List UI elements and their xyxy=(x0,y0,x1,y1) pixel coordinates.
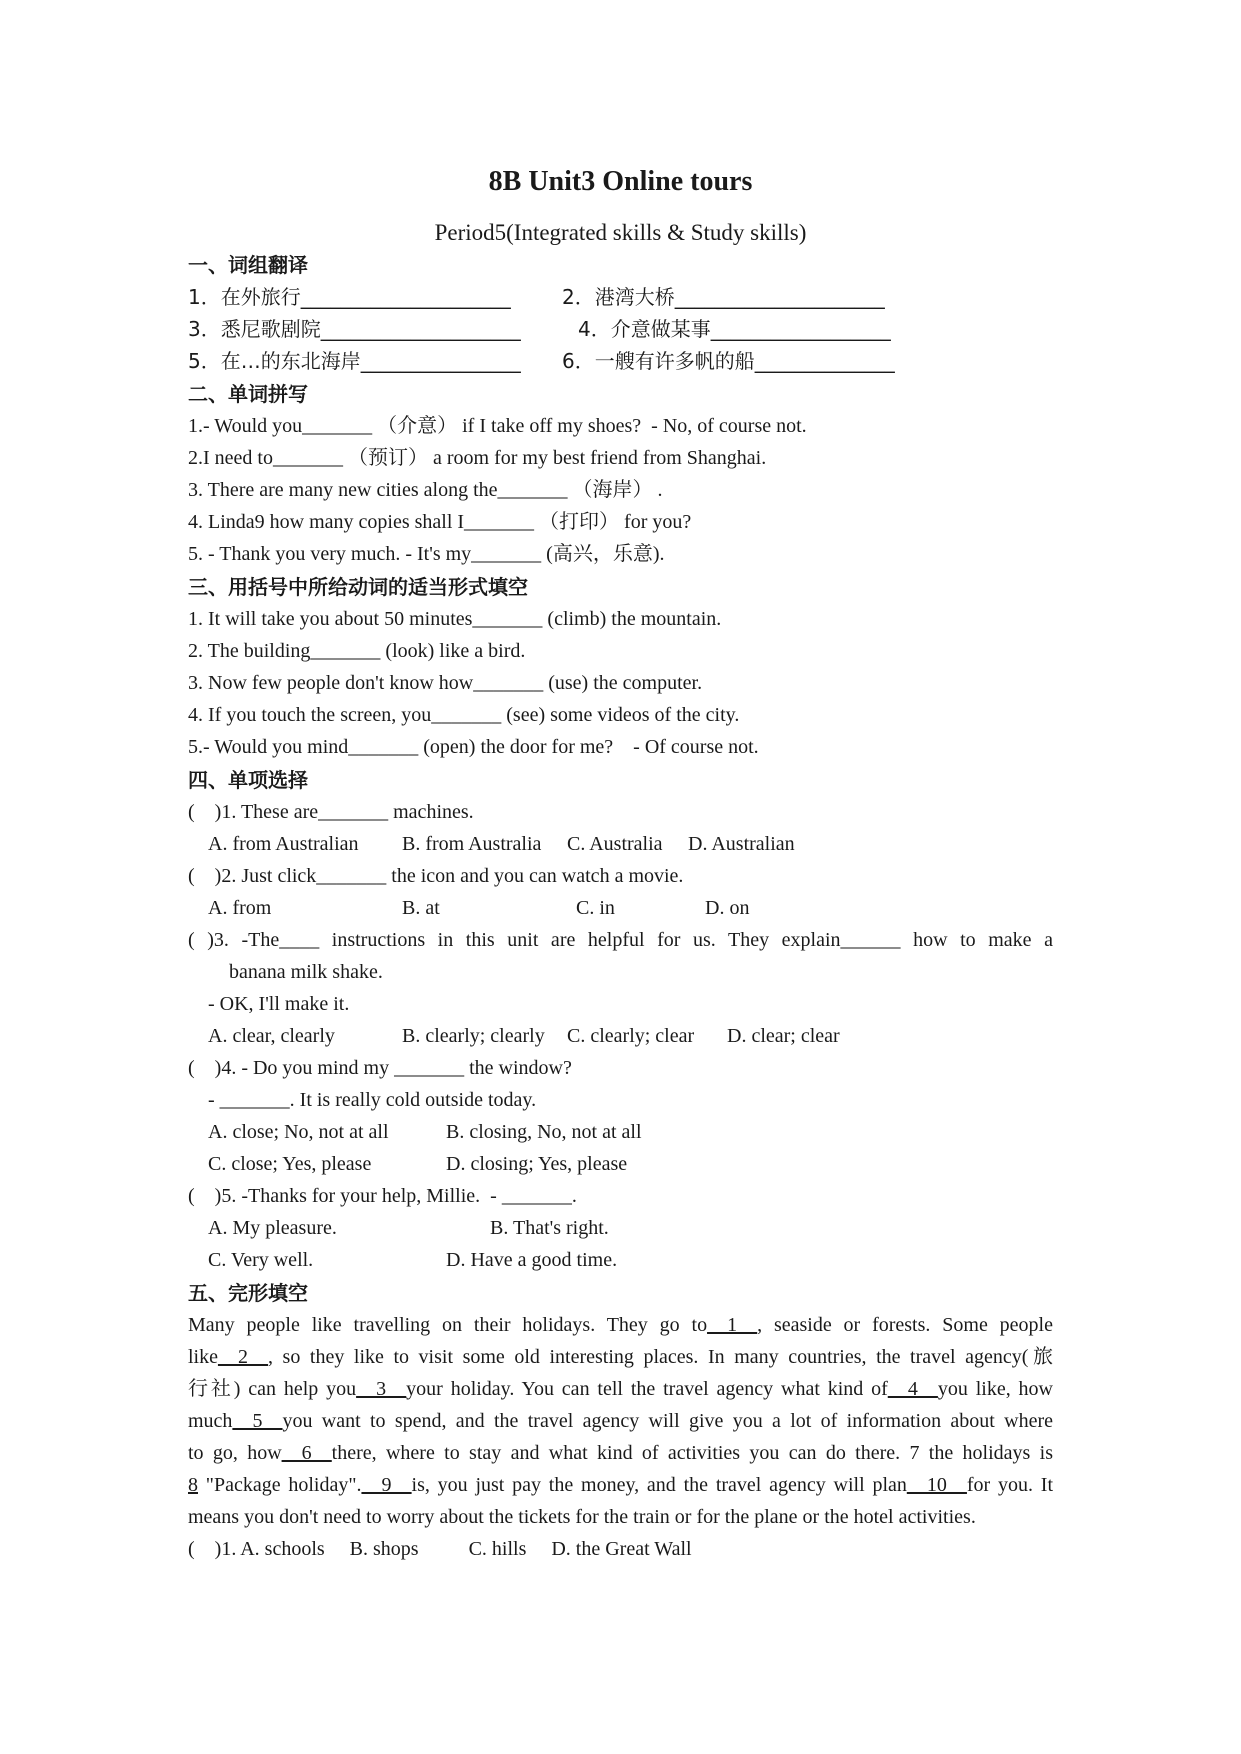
cloze-blank-8: 8 xyxy=(188,1474,198,1496)
page-title: 8B Unit3 Online tours xyxy=(488,166,753,197)
section4-heading: 四、单项选择 xyxy=(188,768,308,792)
s4-q2-opt-d: D. on xyxy=(705,897,750,919)
s4-q1-opt-d: D. Australian xyxy=(688,833,795,855)
cloze-text: you like, how xyxy=(937,1378,1054,1400)
s4-q4-line1: ( )4. - Do you mind my _______ the window? xyxy=(188,1057,572,1079)
cloze-text: much xyxy=(188,1410,233,1432)
cloze-blank-6: __6__ xyxy=(281,1442,332,1464)
s4-q5: ( )5. -Thanks for your help, Millie. - _______. xyxy=(188,1185,577,1207)
s3-item-2: 2. The building_______ (look) like a bird. xyxy=(188,640,526,662)
s3-item-5: 5.- Would you mind_______ (open) the door for me? - Of course not. xyxy=(188,736,759,758)
s4-q3-line2: banana milk shake. xyxy=(229,961,383,983)
s4-q1: ( )1. These are_______ machines. xyxy=(188,801,474,823)
cloze-text: "Package holiday". xyxy=(198,1474,362,1496)
cloze-line-7: means you don't need to worry about the tickets for the train or for the plane or the hotel activities. xyxy=(188,1506,976,1528)
s4-q1-opt-a: A. from Australian xyxy=(208,833,359,855)
s4-q1-opt-c: C. Australia xyxy=(567,833,663,855)
cloze-text: 行社) can help you xyxy=(188,1378,357,1400)
s4-q1-opt-b: B. from Australia xyxy=(402,833,542,855)
cloze-text: for you. It xyxy=(966,1474,1054,1496)
cloze-line-2 xyxy=(188,1344,1053,1370)
s2-item-5: 5. - Thank you very much. - It's my_______ (高兴，乐意). xyxy=(188,543,665,565)
s5-q1: ( )1. A. schools B. shops C. hills D. the Great Wall xyxy=(188,1538,692,1560)
s4-q2-opt-b: B. at xyxy=(402,897,440,919)
s3-item-1: 1. It will take you about 50 minutes_______ (climb) the mountain. xyxy=(188,608,722,630)
s4-q4-opt-a: A. close; No, not at all xyxy=(208,1121,389,1143)
s4-q4-line2: - _______. It is really cold outside today. xyxy=(208,1089,537,1111)
s4-q5-opt-d: D. Have a good time. xyxy=(446,1249,618,1271)
cloze-blank-4: __4__ xyxy=(887,1378,938,1400)
section3-heading: 三、用括号中所给动词的适当形式填空 xyxy=(188,575,528,599)
s4-q5-opt-c: C. Very well. xyxy=(208,1249,314,1271)
section1-heading: 一、词组翻译 xyxy=(188,253,308,277)
cloze-line-1 xyxy=(188,1312,1053,1338)
s1-item-3: 3．悉尼歌剧院____________________ xyxy=(188,317,521,341)
s1-item-5: 5．在…的东北海岸________________ xyxy=(188,349,521,373)
cloze-blank-5: __5__ xyxy=(232,1410,283,1432)
s4-q2-opt-c: C. in xyxy=(576,897,615,919)
s4-q3-opt-d: D. clear; clear xyxy=(727,1025,840,1047)
s1-item-6: 6．一艘有许多帆的船______________ xyxy=(562,349,895,373)
s3-item-4: 4. If you touch the screen, you_______ (see) some videos of the city. xyxy=(188,704,740,726)
cloze-text: to go, how xyxy=(188,1442,282,1464)
cloze-blank-10: __10__ xyxy=(906,1474,967,1496)
cloze-text: there, where to stay and what kind of activities you can do there. 7 the holidays is xyxy=(331,1442,1054,1464)
cloze-text: you want to spend, and the travel agency will give you a lot of information about where xyxy=(282,1410,1053,1432)
s4-q3-line1: ( )3. -The____ instructions in this unit are helpful for us. They explain______ how to make a xyxy=(188,929,1053,951)
s4-q3-opt-a: A. clear, clearly xyxy=(208,1025,335,1047)
cloze-text: is, you just pay the money, and the travel agency will plan xyxy=(411,1474,907,1496)
s4-q3-opt-c: C. clearly; clear xyxy=(567,1025,695,1047)
s4-q4-opt-d: D. closing; Yes, please xyxy=(446,1153,628,1175)
cloze-text: , seaside or forests. Some people xyxy=(757,1314,1053,1336)
s4-q3-opt-b: B. clearly; clearly xyxy=(402,1025,545,1047)
cloze-blank-3: __3__ xyxy=(356,1378,407,1400)
s1-item-2: 2．港湾大桥_____________________ xyxy=(562,285,885,309)
s2-item-4: 4. Linda9 how many copies shall I_______ （打印） for you? xyxy=(188,511,692,533)
cloze-text: your holiday. You can tell the travel agency what kind of xyxy=(406,1378,888,1400)
section2-heading: 二、单词拼写 xyxy=(188,382,308,406)
s2-item-2: 2.I need to_______ （预订） a room for my best friend from Shanghai. xyxy=(188,447,767,469)
cloze-text: , so they like to visit some old interesting places. In many countries, the travel agency(旅 xyxy=(268,1346,1053,1368)
page-subtitle: Period5(Integrated skills & Study skills) xyxy=(434,220,807,245)
s4-q4-opt-c: C. close; Yes, please xyxy=(208,1153,372,1175)
cloze-text: like xyxy=(188,1346,218,1368)
s1-item-4: 4．介意做某事__________________ xyxy=(578,317,891,341)
s4-q3-line3: - OK, I'll make it. xyxy=(208,993,350,1015)
cloze-blank-1: __1__ xyxy=(707,1314,758,1336)
s4-q5-opt-a: A. My pleasure. xyxy=(208,1217,337,1239)
s1-item-1: 1．在外旅行_____________________ xyxy=(188,285,511,309)
section5-heading: 五、完形填空 xyxy=(188,1281,308,1305)
s2-item-3: 3. There are many new cities along the_______ （海岸） . xyxy=(188,479,663,501)
cloze-line-3 xyxy=(188,1376,1053,1402)
s4-q4-opt-b: B. closing, No, not at all xyxy=(446,1121,642,1143)
cloze-line-6 xyxy=(188,1472,1053,1498)
cloze-line-4 xyxy=(188,1408,1053,1434)
s4-q5-opt-b: B. That's right. xyxy=(490,1217,609,1239)
cloze-line-5 xyxy=(188,1440,1053,1466)
cloze-text: Many people like travelling on their holidays. They go to xyxy=(188,1314,708,1336)
s3-item-3: 3. Now few people don't know how_______ (use) the computer. xyxy=(188,672,703,694)
cloze-blank-2: __2__ xyxy=(218,1346,268,1368)
s4-q2: ( )2. Just click_______ the icon and you can watch a movie. xyxy=(188,865,684,887)
s4-q2-opt-a: A. from xyxy=(208,897,272,919)
cloze-blank-9: __9__ xyxy=(361,1474,412,1496)
s2-item-1: 1.- Would you_______ （介意） if I take off my shoes? - No, of course not. xyxy=(188,415,807,437)
